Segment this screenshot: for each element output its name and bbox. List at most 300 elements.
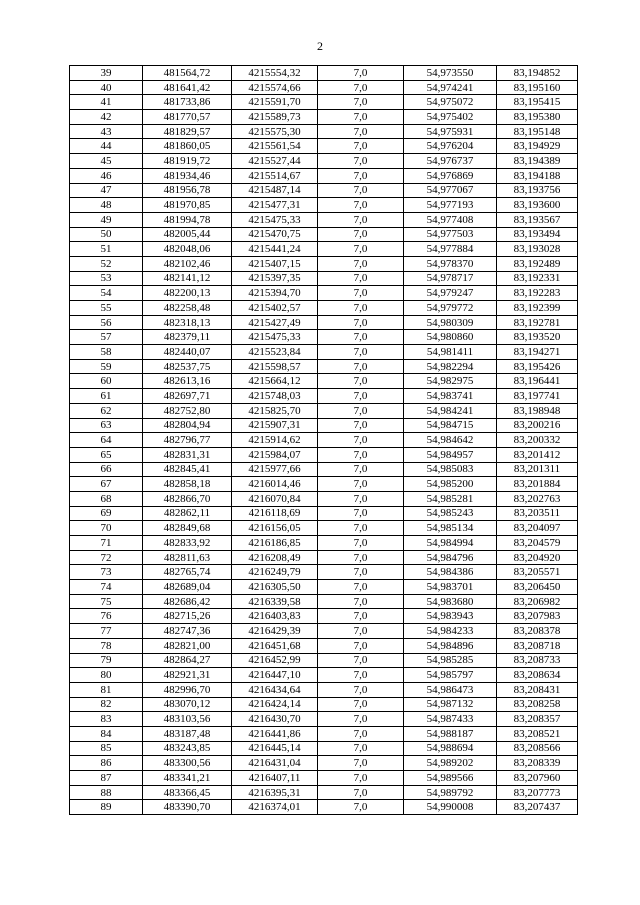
point-number-cell: 63 — [70, 418, 143, 433]
point-number-cell: 84 — [70, 726, 143, 741]
table-row — [70, 433, 578, 448]
latitude-cell: 54,983943 — [404, 609, 497, 624]
latitude-cell: 54,978370 — [404, 256, 497, 271]
longitude-cell: 83,192489 — [497, 256, 578, 271]
x-coordinate-cell: 482200,13 — [143, 286, 232, 301]
y-coordinate-cell: 4215394,70 — [232, 286, 318, 301]
table-row — [70, 756, 578, 771]
x-coordinate-cell: 482831,31 — [143, 447, 232, 462]
y-coordinate-cell: 4216156,05 — [232, 521, 318, 536]
precision-cell: 7,0 — [318, 462, 404, 477]
y-coordinate-cell: 4216374,01 — [232, 800, 318, 815]
latitude-cell: 54,973550 — [404, 66, 497, 81]
y-coordinate-cell: 4216445,14 — [232, 741, 318, 756]
point-number-cell: 55 — [70, 301, 143, 316]
x-coordinate-cell: 481564,72 — [143, 66, 232, 81]
latitude-cell: 54,977503 — [404, 227, 497, 242]
table-row — [70, 168, 578, 183]
y-coordinate-cell: 4215748,03 — [232, 389, 318, 404]
latitude-cell: 54,974241 — [404, 80, 497, 95]
x-coordinate-cell: 483390,70 — [143, 800, 232, 815]
longitude-cell: 83,201884 — [497, 477, 578, 492]
table-row — [70, 624, 578, 639]
point-number-cell: 43 — [70, 124, 143, 139]
x-coordinate-cell: 483300,56 — [143, 756, 232, 771]
y-coordinate-cell: 4215475,33 — [232, 212, 318, 227]
latitude-cell: 54,989792 — [404, 785, 497, 800]
table-row — [70, 609, 578, 624]
latitude-cell: 54,983701 — [404, 580, 497, 595]
y-coordinate-cell: 4216430,70 — [232, 712, 318, 727]
longitude-cell: 83,192331 — [497, 271, 578, 286]
y-coordinate-cell: 4216249,79 — [232, 565, 318, 580]
longitude-cell: 83,195380 — [497, 110, 578, 125]
precision-cell: 7,0 — [318, 800, 404, 815]
precision-cell: 7,0 — [318, 242, 404, 257]
y-coordinate-cell: 4215591,70 — [232, 95, 318, 110]
table-row — [70, 80, 578, 95]
precision-cell: 7,0 — [318, 345, 404, 360]
table-row — [70, 330, 578, 345]
page-number: 2 — [317, 39, 323, 53]
longitude-cell: 83,196441 — [497, 374, 578, 389]
longitude-cell: 83,194271 — [497, 345, 578, 360]
y-coordinate-cell: 4216434,64 — [232, 682, 318, 697]
longitude-cell: 83,193756 — [497, 183, 578, 198]
latitude-cell: 54,983680 — [404, 594, 497, 609]
point-number-cell: 61 — [70, 389, 143, 404]
table-row — [70, 462, 578, 477]
table-row — [70, 359, 578, 374]
x-coordinate-cell: 482747,36 — [143, 624, 232, 639]
y-coordinate-cell: 4216395,31 — [232, 785, 318, 800]
longitude-cell: 83,208718 — [497, 638, 578, 653]
point-number-cell: 67 — [70, 477, 143, 492]
longitude-cell: 83,195426 — [497, 359, 578, 374]
x-coordinate-cell: 482715,26 — [143, 609, 232, 624]
longitude-cell: 83,208566 — [497, 741, 578, 756]
latitude-cell: 54,984241 — [404, 403, 497, 418]
longitude-cell: 83,200332 — [497, 433, 578, 448]
point-number-cell: 77 — [70, 624, 143, 639]
table-row — [70, 594, 578, 609]
latitude-cell: 54,988187 — [404, 726, 497, 741]
point-number-cell: 47 — [70, 183, 143, 198]
longitude-cell: 83,193567 — [497, 212, 578, 227]
y-coordinate-cell: 4215441,24 — [232, 242, 318, 257]
table-row — [70, 491, 578, 506]
table-row — [70, 741, 578, 756]
table-row — [70, 271, 578, 286]
latitude-cell: 54,978717 — [404, 271, 497, 286]
latitude-cell: 54,985281 — [404, 491, 497, 506]
point-number-cell: 44 — [70, 139, 143, 154]
x-coordinate-cell: 482318,13 — [143, 315, 232, 330]
table-row — [70, 447, 578, 462]
y-coordinate-cell: 4216339,58 — [232, 594, 318, 609]
y-coordinate-cell: 4215825,70 — [232, 403, 318, 418]
point-number-cell: 58 — [70, 345, 143, 360]
point-number-cell: 49 — [70, 212, 143, 227]
x-coordinate-cell: 483103,56 — [143, 712, 232, 727]
x-coordinate-cell: 482102,46 — [143, 256, 232, 271]
precision-cell: 7,0 — [318, 653, 404, 668]
latitude-cell: 54,979772 — [404, 301, 497, 316]
precision-cell: 7,0 — [318, 697, 404, 712]
longitude-cell: 83,204097 — [497, 521, 578, 536]
longitude-cell: 83,207983 — [497, 609, 578, 624]
table-row — [70, 66, 578, 81]
x-coordinate-cell: 482537,75 — [143, 359, 232, 374]
table-row — [70, 580, 578, 595]
y-coordinate-cell: 4216452,99 — [232, 653, 318, 668]
latitude-cell: 54,984715 — [404, 418, 497, 433]
precision-cell: 7,0 — [318, 594, 404, 609]
latitude-cell: 54,977067 — [404, 183, 497, 198]
latitude-cell: 54,984957 — [404, 447, 497, 462]
y-coordinate-cell: 4216014,46 — [232, 477, 318, 492]
point-number-cell: 81 — [70, 682, 143, 697]
latitude-cell: 54,989202 — [404, 756, 497, 771]
y-coordinate-cell: 4216208,49 — [232, 550, 318, 565]
precision-cell: 7,0 — [318, 756, 404, 771]
x-coordinate-cell: 482258,48 — [143, 301, 232, 316]
precision-cell: 7,0 — [318, 389, 404, 404]
longitude-cell: 83,201412 — [497, 447, 578, 462]
table-row — [70, 506, 578, 521]
x-coordinate-cell: 481733,86 — [143, 95, 232, 110]
latitude-cell: 54,977193 — [404, 198, 497, 213]
longitude-cell: 83,206982 — [497, 594, 578, 609]
longitude-cell: 83,195160 — [497, 80, 578, 95]
point-number-cell: 65 — [70, 447, 143, 462]
x-coordinate-cell: 482689,04 — [143, 580, 232, 595]
precision-cell: 7,0 — [318, 183, 404, 198]
precision-cell: 7,0 — [318, 741, 404, 756]
precision-cell: 7,0 — [318, 785, 404, 800]
longitude-cell: 83,207773 — [497, 785, 578, 800]
table-row — [70, 110, 578, 125]
x-coordinate-cell: 481829,57 — [143, 124, 232, 139]
y-coordinate-cell: 4215475,33 — [232, 330, 318, 345]
longitude-cell: 83,197741 — [497, 389, 578, 404]
latitude-cell: 54,979247 — [404, 286, 497, 301]
precision-cell: 7,0 — [318, 198, 404, 213]
y-coordinate-cell: 4215574,66 — [232, 80, 318, 95]
latitude-cell: 54,984796 — [404, 550, 497, 565]
point-number-cell: 45 — [70, 154, 143, 169]
precision-cell: 7,0 — [318, 374, 404, 389]
x-coordinate-cell: 483243,85 — [143, 741, 232, 756]
latitude-cell: 54,984642 — [404, 433, 497, 448]
point-number-cell: 83 — [70, 712, 143, 727]
table-row — [70, 345, 578, 360]
x-coordinate-cell: 483187,48 — [143, 726, 232, 741]
latitude-cell: 54,984386 — [404, 565, 497, 580]
latitude-cell: 54,977884 — [404, 242, 497, 257]
latitude-cell: 54,989566 — [404, 771, 497, 786]
x-coordinate-cell: 483070,12 — [143, 697, 232, 712]
y-coordinate-cell: 4215514,67 — [232, 168, 318, 183]
longitude-cell: 83,208634 — [497, 668, 578, 683]
latitude-cell: 54,984896 — [404, 638, 497, 653]
precision-cell: 7,0 — [318, 154, 404, 169]
longitude-cell: 83,206450 — [497, 580, 578, 595]
point-number-cell: 88 — [70, 785, 143, 800]
point-number-cell: 41 — [70, 95, 143, 110]
y-coordinate-cell: 4216424,14 — [232, 697, 318, 712]
x-coordinate-cell: 482697,71 — [143, 389, 232, 404]
precision-cell: 7,0 — [318, 580, 404, 595]
precision-cell: 7,0 — [318, 536, 404, 551]
point-number-cell: 70 — [70, 521, 143, 536]
point-number-cell: 78 — [70, 638, 143, 653]
latitude-cell: 54,982975 — [404, 374, 497, 389]
longitude-cell: 83,194852 — [497, 66, 578, 81]
x-coordinate-cell: 482811,63 — [143, 550, 232, 565]
y-coordinate-cell: 4216447,10 — [232, 668, 318, 683]
longitude-cell: 83,200216 — [497, 418, 578, 433]
table-row — [70, 638, 578, 653]
precision-cell: 7,0 — [318, 418, 404, 433]
table-row — [70, 374, 578, 389]
precision-cell: 7,0 — [318, 726, 404, 741]
longitude-cell: 83,208339 — [497, 756, 578, 771]
latitude-cell: 54,981411 — [404, 345, 497, 360]
y-coordinate-cell: 4216403,83 — [232, 609, 318, 624]
table-row — [70, 550, 578, 565]
y-coordinate-cell: 4216429,39 — [232, 624, 318, 639]
longitude-cell: 83,205571 — [497, 565, 578, 580]
table-row — [70, 785, 578, 800]
table-row — [70, 565, 578, 580]
precision-cell: 7,0 — [318, 286, 404, 301]
table-row — [70, 653, 578, 668]
point-number-cell: 62 — [70, 403, 143, 418]
x-coordinate-cell: 481860,05 — [143, 139, 232, 154]
y-coordinate-cell: 4215470,75 — [232, 227, 318, 242]
x-coordinate-cell: 482796,77 — [143, 433, 232, 448]
table-row — [70, 256, 578, 271]
y-coordinate-cell: 4215977,66 — [232, 462, 318, 477]
point-number-cell: 86 — [70, 756, 143, 771]
y-coordinate-cell: 4215487,14 — [232, 183, 318, 198]
longitude-cell: 83,194188 — [497, 168, 578, 183]
y-coordinate-cell: 4215598,57 — [232, 359, 318, 374]
x-coordinate-cell: 482804,94 — [143, 418, 232, 433]
point-number-cell: 53 — [70, 271, 143, 286]
table-row — [70, 154, 578, 169]
precision-cell: 7,0 — [318, 433, 404, 448]
table-row — [70, 212, 578, 227]
point-number-cell: 59 — [70, 359, 143, 374]
x-coordinate-cell: 482141,12 — [143, 271, 232, 286]
precision-cell: 7,0 — [318, 315, 404, 330]
x-coordinate-cell: 481770,57 — [143, 110, 232, 125]
precision-cell: 7,0 — [318, 168, 404, 183]
table-row — [70, 477, 578, 492]
latitude-cell: 54,986473 — [404, 682, 497, 697]
point-number-cell: 74 — [70, 580, 143, 595]
table-row — [70, 124, 578, 139]
x-coordinate-cell: 482613,16 — [143, 374, 232, 389]
x-coordinate-cell: 482765,74 — [143, 565, 232, 580]
coordinates-table — [69, 65, 578, 815]
point-number-cell: 79 — [70, 653, 143, 668]
precision-cell: 7,0 — [318, 668, 404, 683]
precision-cell: 7,0 — [318, 227, 404, 242]
longitude-cell: 83,193494 — [497, 227, 578, 242]
longitude-cell: 83,192283 — [497, 286, 578, 301]
precision-cell: 7,0 — [318, 212, 404, 227]
longitude-cell: 83,208431 — [497, 682, 578, 697]
y-coordinate-cell: 4215527,44 — [232, 154, 318, 169]
precision-cell: 7,0 — [318, 506, 404, 521]
longitude-cell: 83,203511 — [497, 506, 578, 521]
table-row — [70, 139, 578, 154]
point-number-cell: 64 — [70, 433, 143, 448]
precision-cell: 7,0 — [318, 66, 404, 81]
table-row — [70, 521, 578, 536]
latitude-cell: 54,985243 — [404, 506, 497, 521]
latitude-cell: 54,976869 — [404, 168, 497, 183]
y-coordinate-cell: 4215575,30 — [232, 124, 318, 139]
latitude-cell: 54,985285 — [404, 653, 497, 668]
point-number-cell: 71 — [70, 536, 143, 551]
precision-cell: 7,0 — [318, 609, 404, 624]
x-coordinate-cell: 482849,68 — [143, 521, 232, 536]
y-coordinate-cell: 4215427,49 — [232, 315, 318, 330]
latitude-cell: 54,984994 — [404, 536, 497, 551]
point-number-cell: 60 — [70, 374, 143, 389]
y-coordinate-cell: 4215554,32 — [232, 66, 318, 81]
longitude-cell: 83,195148 — [497, 124, 578, 139]
latitude-cell: 54,988694 — [404, 741, 497, 756]
latitude-cell: 54,975072 — [404, 95, 497, 110]
table-row — [70, 536, 578, 551]
y-coordinate-cell: 4215402,57 — [232, 301, 318, 316]
x-coordinate-cell: 482048,06 — [143, 242, 232, 257]
table-row — [70, 315, 578, 330]
precision-cell: 7,0 — [318, 565, 404, 580]
x-coordinate-cell: 482845,41 — [143, 462, 232, 477]
latitude-cell: 54,975402 — [404, 110, 497, 125]
longitude-cell: 83,195415 — [497, 95, 578, 110]
x-coordinate-cell: 482866,70 — [143, 491, 232, 506]
x-coordinate-cell: 482005,44 — [143, 227, 232, 242]
x-coordinate-cell: 481934,46 — [143, 168, 232, 183]
table-row — [70, 198, 578, 213]
x-coordinate-cell: 482921,31 — [143, 668, 232, 683]
latitude-cell: 54,984233 — [404, 624, 497, 639]
y-coordinate-cell: 4216118,69 — [232, 506, 318, 521]
point-number-cell: 39 — [70, 66, 143, 81]
longitude-cell: 83,207437 — [497, 800, 578, 815]
x-coordinate-cell: 481956,78 — [143, 183, 232, 198]
longitude-cell: 83,208733 — [497, 653, 578, 668]
point-number-cell: 42 — [70, 110, 143, 125]
x-coordinate-cell: 482379,11 — [143, 330, 232, 345]
precision-cell: 7,0 — [318, 256, 404, 271]
point-number-cell: 54 — [70, 286, 143, 301]
point-number-cell: 57 — [70, 330, 143, 345]
point-number-cell: 75 — [70, 594, 143, 609]
precision-cell: 7,0 — [318, 447, 404, 462]
precision-cell: 7,0 — [318, 521, 404, 536]
point-number-cell: 85 — [70, 741, 143, 756]
table-row — [70, 682, 578, 697]
y-coordinate-cell: 4216407,11 — [232, 771, 318, 786]
y-coordinate-cell: 4216186,85 — [232, 536, 318, 551]
precision-cell: 7,0 — [318, 110, 404, 125]
point-number-cell: 51 — [70, 242, 143, 257]
table-row — [70, 403, 578, 418]
latitude-cell: 54,980309 — [404, 315, 497, 330]
latitude-cell: 54,985134 — [404, 521, 497, 536]
coordinates-table-body — [70, 66, 578, 815]
latitude-cell: 54,985797 — [404, 668, 497, 683]
latitude-cell: 54,987132 — [404, 697, 497, 712]
latitude-cell: 54,982294 — [404, 359, 497, 374]
precision-cell: 7,0 — [318, 624, 404, 639]
table-row — [70, 227, 578, 242]
latitude-cell: 54,983741 — [404, 389, 497, 404]
longitude-cell: 83,202763 — [497, 491, 578, 506]
table-row — [70, 697, 578, 712]
longitude-cell: 83,193028 — [497, 242, 578, 257]
x-coordinate-cell: 481970,85 — [143, 198, 232, 213]
x-coordinate-cell: 482686,42 — [143, 594, 232, 609]
latitude-cell: 54,975931 — [404, 124, 497, 139]
latitude-cell: 54,977408 — [404, 212, 497, 227]
longitude-cell: 83,193520 — [497, 330, 578, 345]
latitude-cell: 54,985083 — [404, 462, 497, 477]
precision-cell: 7,0 — [318, 403, 404, 418]
x-coordinate-cell: 483341,21 — [143, 771, 232, 786]
latitude-cell: 54,976204 — [404, 139, 497, 154]
y-coordinate-cell: 4215407,15 — [232, 256, 318, 271]
point-number-cell: 50 — [70, 227, 143, 242]
latitude-cell: 54,985200 — [404, 477, 497, 492]
point-number-cell: 40 — [70, 80, 143, 95]
latitude-cell: 54,980860 — [404, 330, 497, 345]
x-coordinate-cell: 482996,70 — [143, 682, 232, 697]
precision-cell: 7,0 — [318, 682, 404, 697]
x-coordinate-cell: 482858,18 — [143, 477, 232, 492]
longitude-cell: 83,192781 — [497, 315, 578, 330]
table-row — [70, 286, 578, 301]
precision-cell: 7,0 — [318, 477, 404, 492]
table-row — [70, 668, 578, 683]
y-coordinate-cell: 4216441,86 — [232, 726, 318, 741]
longitude-cell: 83,208521 — [497, 726, 578, 741]
table-row — [70, 301, 578, 316]
precision-cell: 7,0 — [318, 301, 404, 316]
x-coordinate-cell: 482862,11 — [143, 506, 232, 521]
y-coordinate-cell: 4215397,35 — [232, 271, 318, 286]
y-coordinate-cell: 4216305,50 — [232, 580, 318, 595]
precision-cell: 7,0 — [318, 139, 404, 154]
precision-cell: 7,0 — [318, 95, 404, 110]
point-number-cell: 73 — [70, 565, 143, 580]
y-coordinate-cell: 4215561,54 — [232, 139, 318, 154]
y-coordinate-cell: 4216431,04 — [232, 756, 318, 771]
y-coordinate-cell: 4216451,68 — [232, 638, 318, 653]
table-row — [70, 242, 578, 257]
table-row — [70, 712, 578, 727]
point-number-cell: 80 — [70, 668, 143, 683]
x-coordinate-cell: 482821,00 — [143, 638, 232, 653]
